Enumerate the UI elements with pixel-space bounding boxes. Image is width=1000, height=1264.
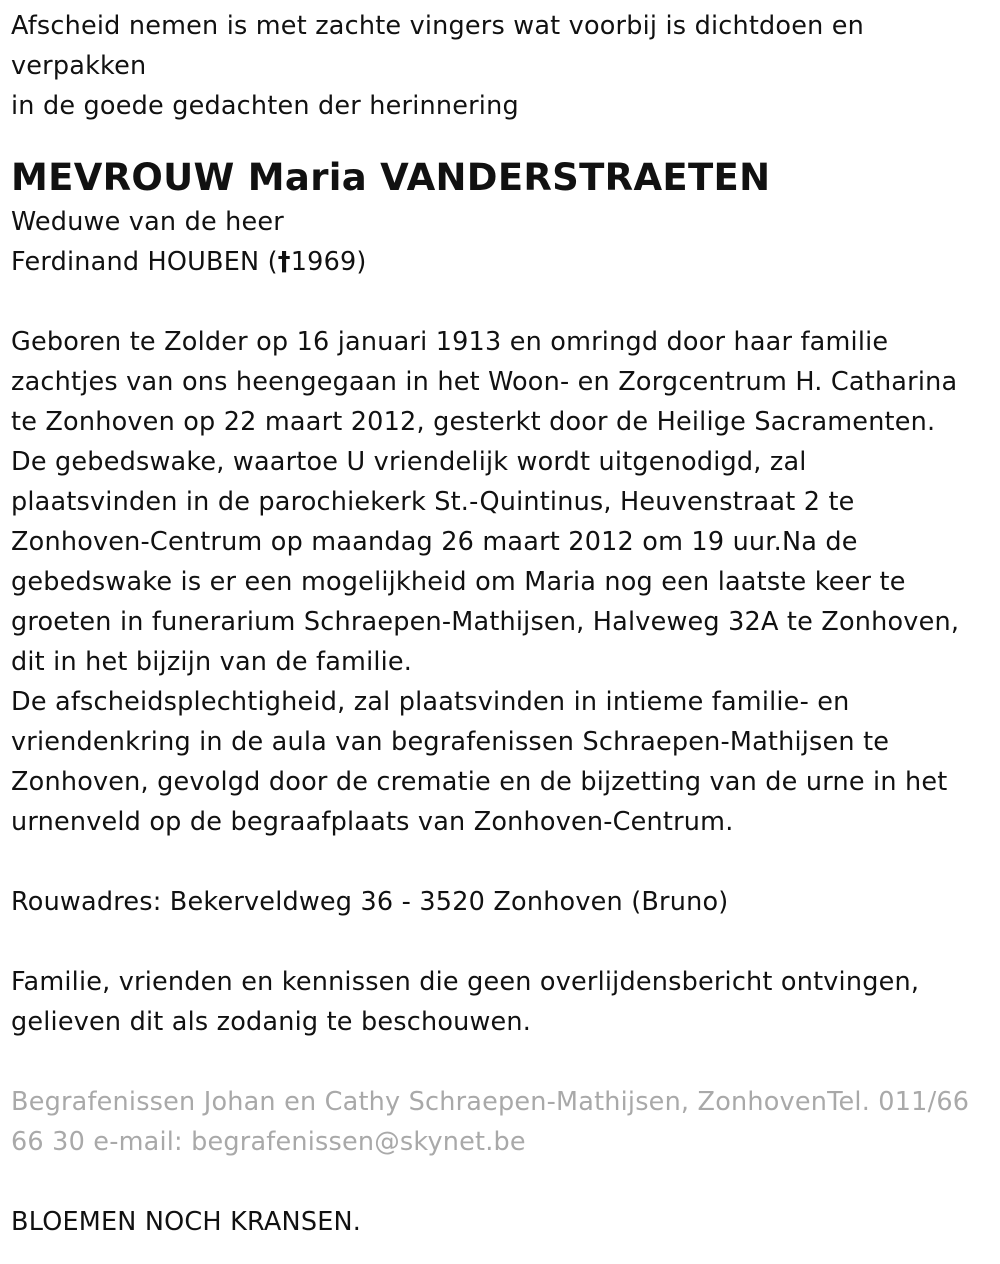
deceased-name: MEVROUW Maria VANDERSTRAETEN — [11, 156, 771, 199]
main-text-line: urnenveld op de begraafplaats van Zonhoven-Centrum. — [11, 807, 734, 837]
main-text-line: gebedswake is er een mogelijkheid om Maria nog een laatste keer te — [11, 567, 906, 597]
intro-line: in de goede gedachten der herinnering — [11, 91, 519, 121]
main-text-line: De afscheidsplechtigheid, zal plaatsvinden in intieme familie- en — [11, 687, 850, 717]
funeral-home-contact: 66 30 e-mail: begrafenissen@skynet.be — [11, 1127, 526, 1157]
spouse-line — [11, 242, 1000, 282]
intro-poem — [11, 6, 1000, 126]
cross-icon: † — [277, 247, 291, 277]
relation-block — [11, 202, 1000, 282]
closing-note: BLOEMEN NOCH KRANSEN. — [11, 1207, 362, 1237]
main-text-line: Zonhoven, gevolgd door de crematie en de bijzetting van de urne in het — [11, 767, 948, 797]
main-text-line: De gebedswake, waartoe U vriendelijk wordt uitgenodigd, zal — [11, 447, 807, 477]
funeral-home-block — [11, 1082, 1000, 1162]
mourning-address: Rouwadres: Bekerveldweg 36 - 3520 Zonhoven (Bruno) — [11, 887, 729, 917]
relation-line: Weduwe van de heer — [11, 207, 284, 237]
main-text-line: dit in het bijzijn van de familie. — [11, 647, 413, 677]
intro-line: verpakken — [11, 51, 147, 81]
funeral-home-line: Begrafenissen Johan en Cathy Schraepen-Mathijsen, ZonhovenTel. 011/66 — [11, 1087, 970, 1117]
main-text-line: zachtjes van ons heengegaan in het Woon- en Zorgcentrum H. Catharina — [11, 367, 958, 397]
main-text-line: groeten in funerarium Schraepen-Mathijsen, Halveweg 32A te Zonhoven, — [11, 607, 960, 637]
notice-block — [11, 962, 1000, 1042]
main-text-line: Zonhoven-Centrum op maandag 26 maart 2012 om 19 uur.Na de — [11, 527, 858, 557]
spouse-death-year: 1969) — [290, 247, 367, 277]
main-text-line: Geboren te Zolder op 16 januari 1913 en omringd door haar familie — [11, 327, 889, 357]
spouse-name: Ferdinand HOUBEN ( — [11, 247, 278, 277]
intro-line: Afscheid nemen is met zachte vingers wat voorbij is dichtdoen en — [11, 11, 865, 41]
main-text — [11, 322, 1000, 842]
notice-line: gelieven dit als zodanig te beschouwen. — [11, 1007, 532, 1037]
main-text-line: te Zonhoven op 22 maart 2012, gesterkt door de Heilige Sacramenten. — [11, 407, 936, 437]
notice-line: Familie, vrienden en kennissen die geen overlijdensbericht ontvingen, — [11, 967, 920, 997]
main-text-line: plaatsvinden in de parochiekerk St.-Quintinus, Heuvenstraat 2 te — [11, 487, 855, 517]
main-text-line: vriendenkring in de aula van begrafenissen Schraepen-Mathijsen te — [11, 727, 890, 757]
